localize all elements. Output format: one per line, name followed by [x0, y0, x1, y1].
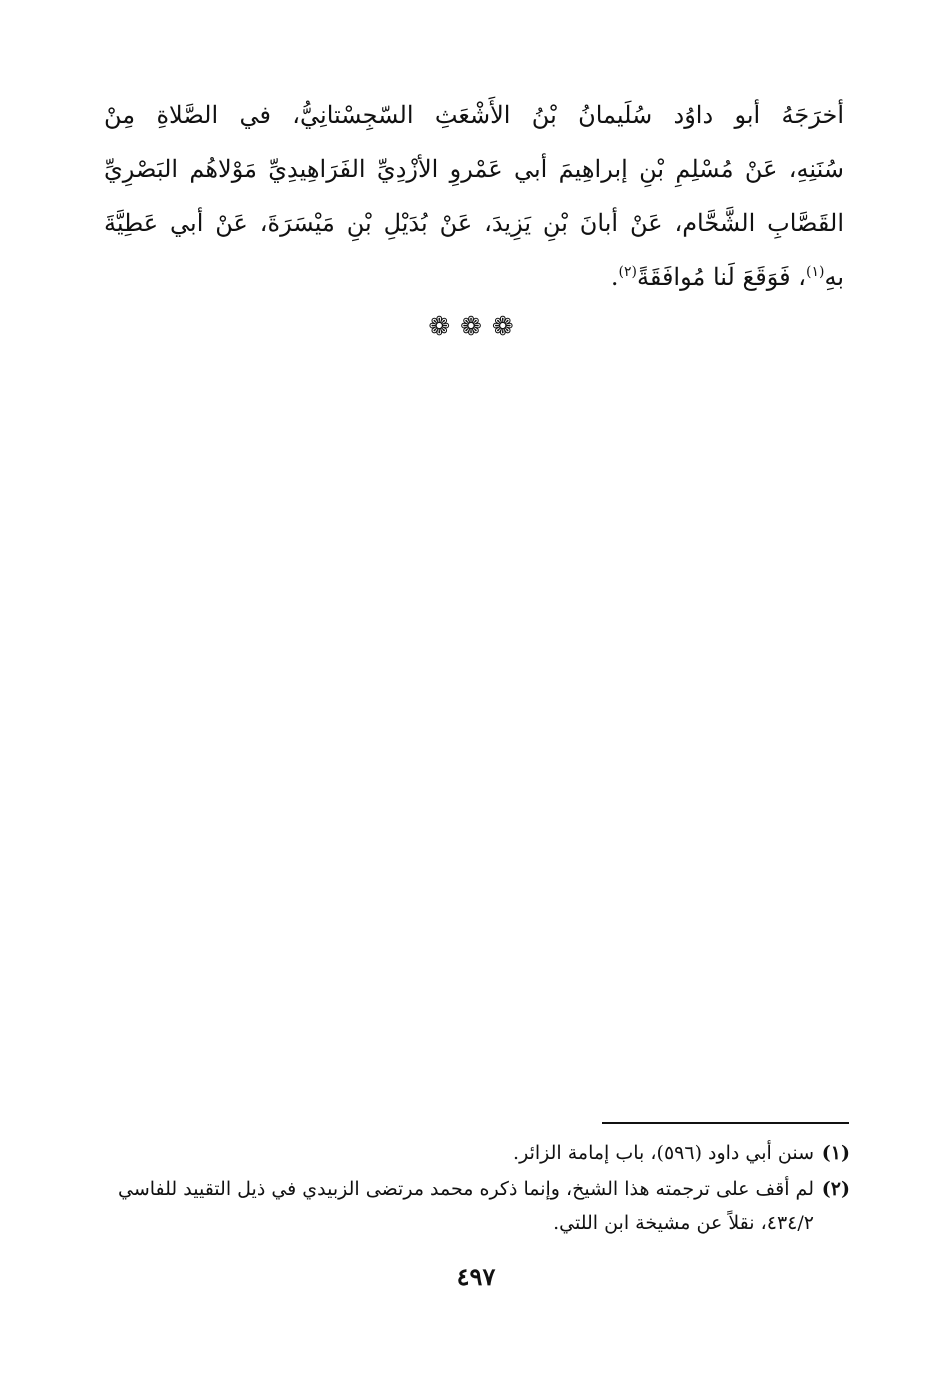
footnote-text: لم أقف على ترجمته هذا الشيخ، وإنما ذكره محمد مرتضى الزبيدي في ذيل التقييد للفاسي ٤٣٤/٢، نقلاً عن مشيخة ابن اللتي. — [117, 1178, 814, 1234]
footnote-item — [108, 1172, 850, 1240]
body-last-line — [104, 250, 844, 304]
footnote-ref-1: (١) — [805, 264, 825, 280]
footnote-number: (١) — [821, 1142, 850, 1164]
body-line-end: . — [610, 263, 619, 291]
section-separator-ornament-icon: ❁❁❁ — [428, 312, 524, 342]
footnote-ref-2: (٢) — [618, 264, 637, 280]
body-line: سُنَنِهِ، عَنْ مُسْلِمِ بْنِ إبراهِيمَ أبي عَمْروِ الأزْدِيِّ الفَرَاهِيدِيِّ مَوْلاهُم البَصْرِيِّ — [104, 155, 844, 183]
footnote-number: (٢) — [821, 1178, 850, 1200]
footnote-divider — [602, 1122, 849, 1124]
body-line-middle: ، فَوَقَعَ لَنا مُوافَقَةً — [636, 263, 806, 291]
footnotes-section — [108, 1136, 850, 1242]
body-line-start: بهِ — [824, 263, 844, 291]
body-line: أخرَجَهُ أبو داوُد سُلَيمانُ بْنُ الأَشْعَثِ السّجِسْتانِيُّ، في الصَّلاةِ مِنْ — [104, 101, 844, 129]
body-line: القَصَّابِ الشَّحَّام، عَنْ أبانَ بْنِ يَزِيدَ، عَنْ بُدَيْلِ بْنِ مَيْسَرَةَ، عَنْ أبي عَطِيَّةَ — [104, 209, 844, 237]
body-paragraph — [104, 88, 844, 304]
footnote-item — [108, 1136, 850, 1170]
footnote-text: سنن أبي داود (٥٩٦)، باب إمامة الزائر. — [513, 1142, 814, 1164]
page-number: ٤٩٧ — [456, 1262, 496, 1291]
